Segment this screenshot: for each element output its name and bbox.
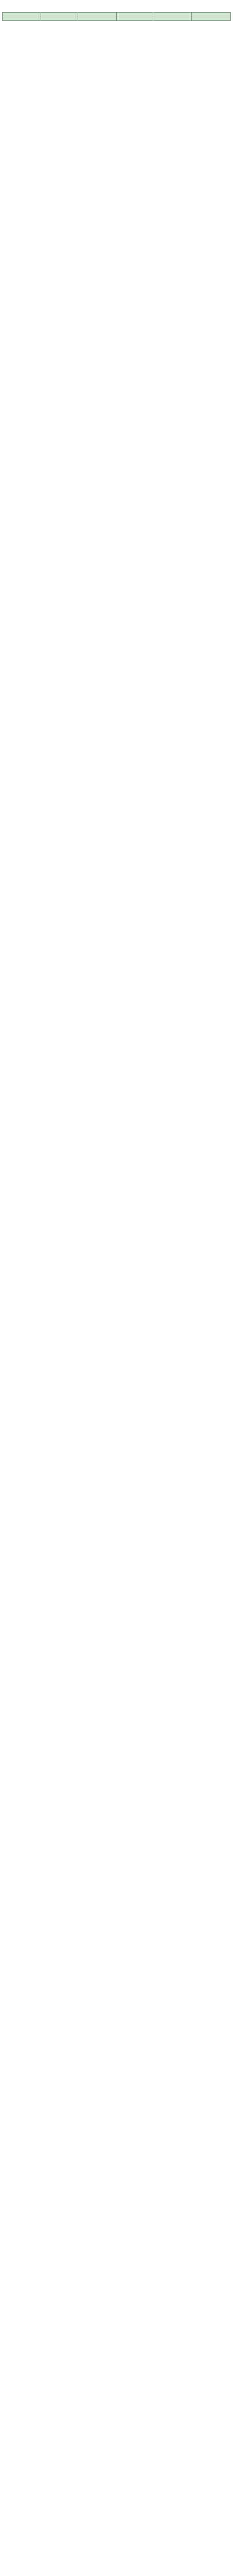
header-row bbox=[3, 13, 231, 21]
column-header bbox=[3, 13, 41, 21]
column-header bbox=[78, 13, 116, 21]
column-header bbox=[192, 13, 231, 21]
column-header bbox=[41, 13, 78, 21]
roster-table bbox=[2, 12, 231, 21]
column-header bbox=[116, 13, 153, 21]
table-header bbox=[3, 13, 231, 21]
page-title bbox=[2, 2, 231, 12]
column-header bbox=[153, 13, 192, 21]
